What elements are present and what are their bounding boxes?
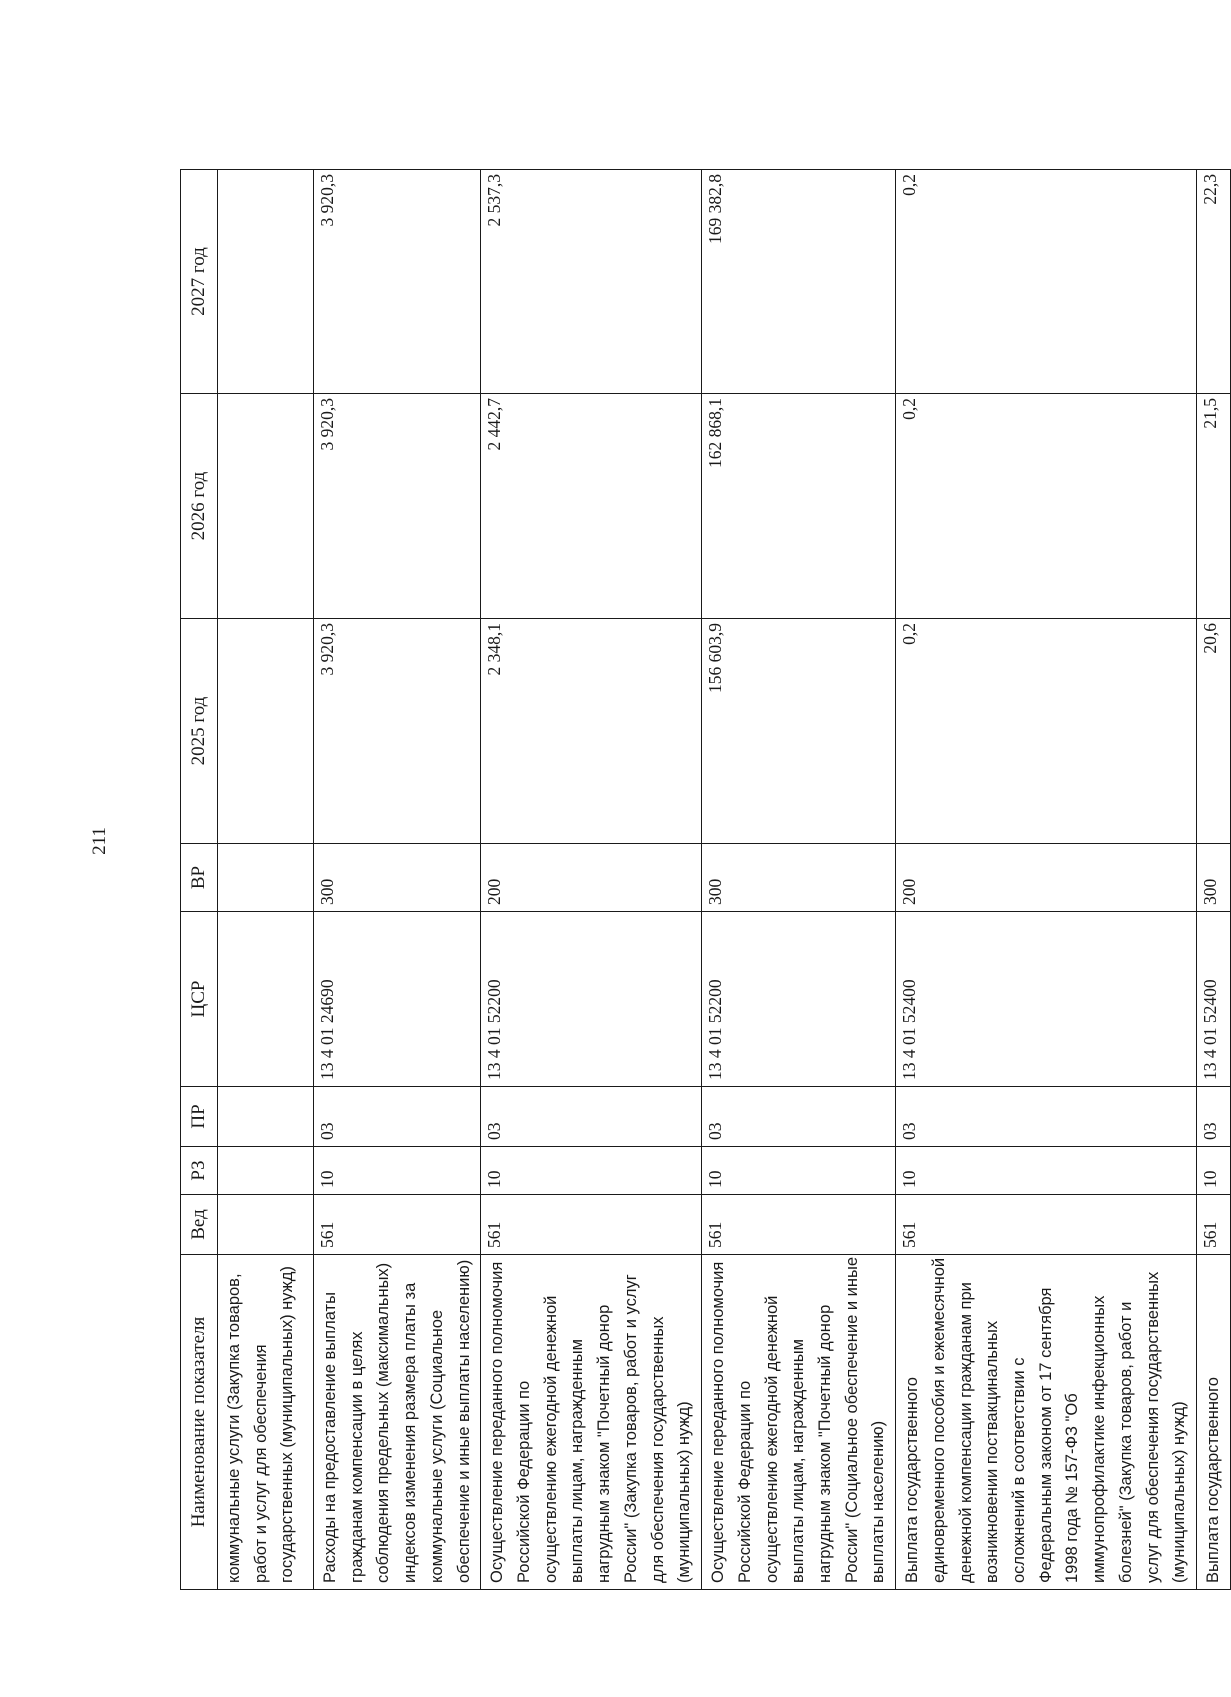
- table-row: [481, 170, 702, 1590]
- row-pr: 03: [314, 1087, 481, 1147]
- row-ved: 561: [896, 1195, 1197, 1255]
- row-csr: 13 4 01 52400: [896, 912, 1197, 1087]
- row-ved: 561: [481, 1195, 702, 1255]
- row-2026: [218, 394, 314, 619]
- row-pr: 03: [702, 1087, 896, 1147]
- row-rz: 10: [702, 1147, 896, 1195]
- row-csr: 13 4 01 52200: [481, 912, 702, 1087]
- row-csr: 13 4 01 52200: [702, 912, 896, 1087]
- row-name: коммунальные услуги (Закупка товаров, работ и услуг для обеспечения государственных (муниципальных) нужд): [218, 1255, 314, 1590]
- row-2026: 3 920,3: [314, 394, 481, 619]
- row-2025: 0,2: [896, 619, 1197, 844]
- header-2026: 2026 год: [181, 394, 218, 619]
- row-name: Осуществление переданного полномочия Российской Федерации по осуществлению ежегодной денежной выплаты лицам, награжденным нагрудным знаком "Почетный донор России" (Социальное обеспечение и иные выплаты населению): [702, 1255, 896, 1590]
- row-rz: 10: [314, 1147, 481, 1195]
- row-2025: 3 920,3: [314, 619, 481, 844]
- row-2027: 169 382,8: [702, 170, 896, 394]
- header-2027: 2027 год: [181, 170, 218, 394]
- table-row: [314, 170, 481, 1590]
- row-vr: [218, 844, 314, 912]
- row-2027: 2 537,3: [481, 170, 702, 394]
- header-pr: ПР: [181, 1087, 218, 1147]
- table-row: [896, 170, 1197, 1590]
- page-number: 211: [89, 827, 110, 855]
- row-pr: 03: [1197, 1087, 1231, 1147]
- row-csr: 13 4 01 52400: [1197, 912, 1231, 1087]
- row-2025: 20,6: [1197, 619, 1231, 844]
- row-pr: [218, 1087, 314, 1147]
- row-vr: 300: [702, 844, 896, 912]
- row-2027: 3 920,3: [314, 170, 481, 394]
- row-pr: 03: [896, 1087, 1197, 1147]
- row-rz: 10: [481, 1147, 702, 1195]
- table-row: [218, 170, 314, 1590]
- row-rz: [218, 1147, 314, 1195]
- row-csr: 13 4 01 24690: [314, 912, 481, 1087]
- row-ved: 561: [702, 1195, 896, 1255]
- row-2025: [218, 619, 314, 844]
- row-name: Выплата государственного единовременного пособия и ежемесячной денежной компенсации гражданам при возникновении поствакцинальных осложнений в соответствии с Федеральным законом от 17 сентября 1998 года № 157-ФЗ "Об иммунопрофилактике инфекционных болезней" (Закупка товаров, работ и услуг для обеспечения государственных (муниципальных) нужд): [896, 1255, 1197, 1590]
- budget-table: [180, 169, 1231, 1590]
- row-2026: 21,5: [1197, 394, 1231, 619]
- table-row: [702, 170, 896, 1590]
- header-2025: 2025 год: [181, 619, 218, 844]
- rotated-table-wrapper: [180, 170, 1222, 1590]
- row-2027: 0,2: [896, 170, 1197, 394]
- header-vr: ВР: [181, 844, 218, 912]
- header-name: Наименование показателя: [181, 1255, 218, 1590]
- header-csr: ЦСР: [181, 912, 218, 1087]
- table-header-row: [181, 170, 218, 1590]
- row-2026: 2 442,7: [481, 394, 702, 619]
- row-2026: 0,2: [896, 394, 1197, 619]
- row-vr: 300: [314, 844, 481, 912]
- row-ved: 561: [314, 1195, 481, 1255]
- row-name: Осуществление переданного полномочия Российской Федерации по осуществлению ежегодной денежной выплаты лицам, награжденным нагрудным знаком "Почетный донор России" (Закупка товаров, работ и услуг для обеспечения государственных (муниципальных) нужд): [481, 1255, 702, 1590]
- table-row: [1197, 170, 1231, 1590]
- row-ved: 561: [1197, 1195, 1231, 1255]
- row-2026: 162 868,1: [702, 394, 896, 619]
- row-rz: 10: [1197, 1147, 1231, 1195]
- row-2027: [218, 170, 314, 394]
- row-csr: [218, 912, 314, 1087]
- row-ved: [218, 1195, 314, 1255]
- row-2025: 156 603,9: [702, 619, 896, 844]
- row-name: Выплата государственного: [1197, 1255, 1231, 1590]
- row-vr: 200: [481, 844, 702, 912]
- header-rz: РЗ: [181, 1147, 218, 1195]
- row-rz: 10: [896, 1147, 1197, 1195]
- row-name: Расходы на предоставление выплаты гражданам компенсации в целях соблюдения предельных (максимальных) индексов изменения размера платы за коммунальные услуги (Социальное обеспечение и иные выплаты населению): [314, 1255, 481, 1590]
- header-ved: Вед: [181, 1195, 218, 1255]
- row-pr: 03: [481, 1087, 702, 1147]
- row-vr: 200: [896, 844, 1197, 912]
- row-vr: 300: [1197, 844, 1231, 912]
- row-2027: 22,3: [1197, 170, 1231, 394]
- row-2025: 2 348,1: [481, 619, 702, 844]
